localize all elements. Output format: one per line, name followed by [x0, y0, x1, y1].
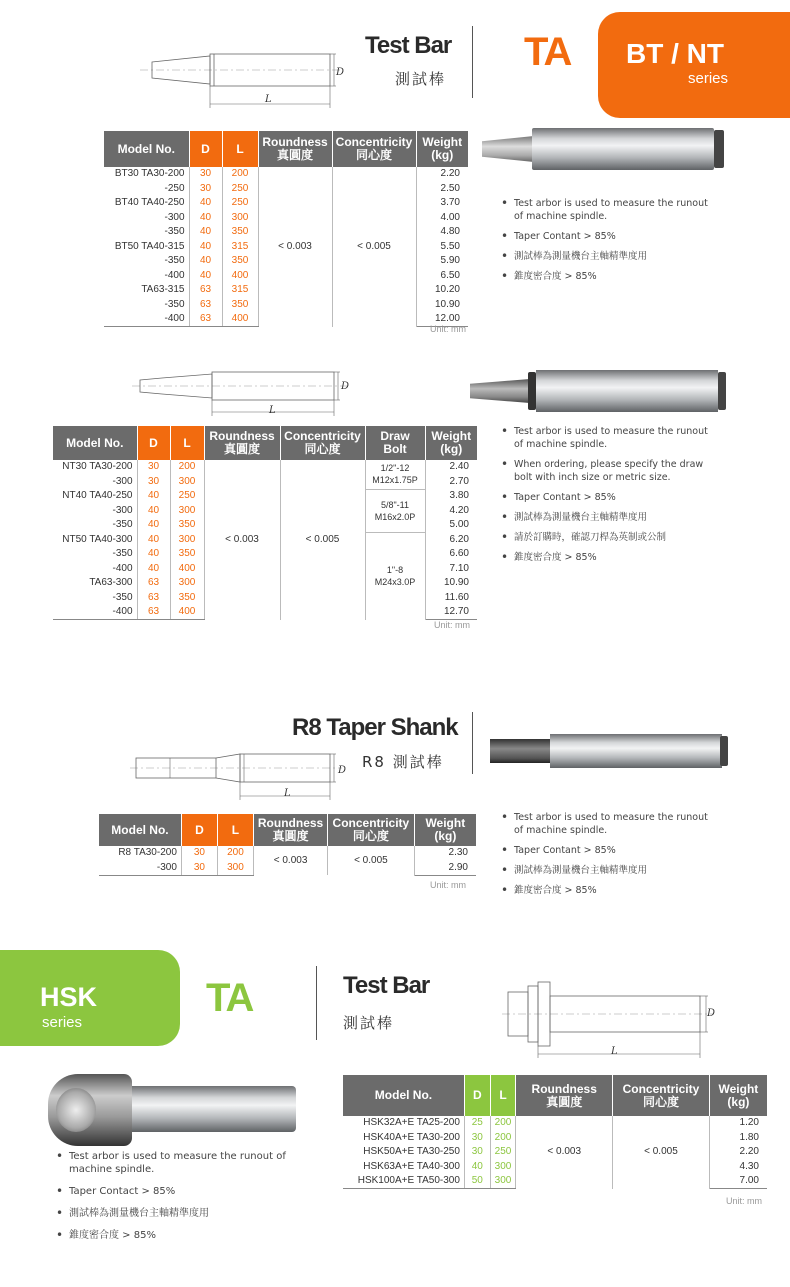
- bt-spec-table: [104, 131, 468, 327]
- hsk-divider: [316, 966, 317, 1040]
- col-roundness: Roundness 真圓度: [258, 131, 332, 167]
- table-row: NT30 TA30-200 30 200 < 0.003 < 0.005 1/2"-12 M12x1.75P 2.40: [53, 460, 477, 475]
- r8-dim-d: D: [338, 765, 347, 776]
- table-row: -300 40 300 4.20: [53, 504, 477, 519]
- col-l: L: [217, 814, 253, 846]
- r8-unit: Unit: mm: [430, 880, 466, 890]
- bt-title-zh: 測試棒: [395, 70, 447, 88]
- draw-bolt-nt50: 1"-8 M24x3.0P: [365, 533, 425, 620]
- nt-dim-l: L: [269, 405, 276, 416]
- col-roundness: Roundness 真圓度: [516, 1075, 613, 1116]
- bt-unit: Unit: mm: [430, 324, 466, 334]
- table-row: -350 40 350 5.00: [53, 518, 477, 533]
- table-row: -350 63 350 11.60: [53, 591, 477, 606]
- table-row: -400 40 400 6.50: [104, 269, 468, 284]
- draw-bolt-nt40: 5/8"-11 M16x2.0P: [365, 489, 425, 533]
- col-concentricity: Concentricity 同心度: [280, 426, 365, 460]
- note: • When ordering, please specify the draw bolt with inch size or metric size.: [500, 458, 710, 484]
- note: • Taper Contant > 85%: [500, 230, 710, 243]
- note: • 錐度密合度 > 85%: [55, 1229, 305, 1242]
- hsk-title-en: Test Bar: [343, 972, 430, 999]
- table-row: -400 63 400 12.00: [104, 312, 468, 327]
- hsk-series-badge: [0, 950, 180, 1046]
- note: • 測試棒為測量機台主軸精準度用: [500, 511, 710, 524]
- note: • Test arbor is used to measure the runout of machine spindle.: [500, 197, 710, 223]
- note: • Test arbor is used to measure the runout of machine spindle.: [500, 425, 710, 451]
- col-draw-bolt: Draw Bolt: [365, 426, 425, 460]
- table-row: -300 40 300 4.00: [104, 211, 468, 226]
- table-row: -350 63 350 10.90: [104, 298, 468, 313]
- col-roundness: Roundness 真圓度: [204, 426, 280, 460]
- nt-notes: [500, 425, 710, 571]
- nt-dim-d: D: [341, 381, 350, 392]
- r8-divider: [472, 712, 473, 774]
- col-weight: Weight (kg): [414, 814, 476, 846]
- table-row: BT30 TA30-200 30 200 < 0.003 < 0.005 2.20: [104, 167, 468, 182]
- r8-test-bar-photo: [490, 734, 732, 768]
- note: • 錐度密合度 > 85%: [500, 884, 710, 897]
- nt-spec-table: [53, 426, 477, 620]
- badge-title: BT / NT: [626, 38, 724, 69]
- note: • 測試棒為測量機台主軸精準度用: [500, 864, 710, 877]
- ta-logo-green: TA: [206, 976, 253, 1020]
- col-model: Model No.: [53, 426, 137, 460]
- bt-title-en: Test Bar: [365, 32, 452, 59]
- col-concentricity: Concentricity 同心度: [332, 131, 416, 167]
- col-concentricity: Concentricity 同心度: [328, 814, 415, 846]
- bt-dim-d: D: [336, 67, 345, 78]
- r8-title-en: R8 Taper Shank: [292, 714, 458, 741]
- r8-title-zh: R8 測試棒: [362, 753, 444, 771]
- hsk-unit: Unit: mm: [726, 1196, 762, 1206]
- hsk-spec-table: [343, 1075, 767, 1189]
- col-weight: Weight (kg): [416, 131, 468, 167]
- table-row: NT50 TA40-300 40 300 1"-8 M24x3.0P 6.20: [53, 533, 477, 548]
- col-l: L: [490, 1075, 516, 1116]
- table-row: -350 40 350 5.90: [104, 254, 468, 269]
- bt-test-bar-schematic: [140, 40, 350, 112]
- r8-dim-l: L: [284, 788, 291, 799]
- hsk-title-zh: 測試棒: [343, 1014, 395, 1032]
- r8-spec-table: [99, 814, 476, 876]
- table-row: HSK50A+E TA30-250 30 250 2.20: [343, 1145, 767, 1160]
- r8-test-bar-schematic: [130, 750, 345, 802]
- table-row: TA63-315 63 315 10.20: [104, 283, 468, 298]
- hsk-dim-d: D: [707, 1008, 716, 1019]
- note: • 錐度密合度 > 85%: [500, 270, 710, 283]
- col-d: D: [137, 426, 170, 460]
- col-l: L: [170, 426, 204, 460]
- badge-sub: series: [688, 70, 729, 87]
- table-row: -400 63 400 12.70: [53, 605, 477, 620]
- note: • 測試棒為測量機台主軸精準度用: [55, 1207, 305, 1220]
- table-row: BT40 TA40-250 40 250 3.70: [104, 196, 468, 211]
- note: • Test arbor is used to measure the runout of machine spindle.: [55, 1150, 305, 1176]
- table-row: -400 40 400 7.10: [53, 562, 477, 577]
- hsk-notes: [55, 1150, 305, 1249]
- table-row: HSK40A+E TA30-200 30 200 1.80: [343, 1131, 767, 1146]
- table-row: BT50 TA40-315 40 315 5.50: [104, 240, 468, 255]
- concentricity-value: < 0.005: [280, 460, 365, 620]
- nt-test-bar-schematic: [132, 370, 352, 420]
- table-row: -250 30 250 2.50: [104, 182, 468, 197]
- col-d: D: [181, 814, 217, 846]
- hsk-dim-l: L: [611, 1046, 618, 1057]
- table-row: HSK32A+E TA25-200 25 200 < 0.003 < 0.005 1.20: [343, 1116, 767, 1131]
- concentricity-value: < 0.005: [328, 846, 415, 875]
- col-weight: Weight (kg): [425, 426, 477, 460]
- col-model: Model No.: [104, 131, 189, 167]
- table-row: HSK100A+E TA50-300 50 300 7.00: [343, 1174, 767, 1189]
- roundness-value: < 0.003: [204, 460, 280, 620]
- table-row: R8 TA30-200 30 200 < 0.003 < 0.005 2.30: [99, 846, 476, 861]
- hsk-test-bar-schematic: [502, 978, 717, 1060]
- note: • Taper Contant > 85%: [500, 491, 710, 504]
- note: • 錐度密合度 > 85%: [500, 551, 710, 564]
- col-concentricity: Concentricity 同心度: [613, 1075, 710, 1116]
- badge-title: HSK: [40, 982, 98, 1012]
- table-row: -300 30 300 2.90: [99, 861, 476, 876]
- bt-dim-l: L: [265, 94, 272, 105]
- concentricity-value: < 0.005: [332, 167, 416, 327]
- table-row: -350 40 350 4.80: [104, 225, 468, 240]
- col-d: D: [464, 1075, 490, 1116]
- col-model: Model No.: [99, 814, 181, 846]
- hsk-test-bar-photo: [48, 1074, 296, 1146]
- bt-divider: [472, 26, 473, 98]
- note: • Test arbor is used to measure the runout of machine spindle.: [500, 811, 710, 837]
- table-row: -300 30 300 2.70: [53, 475, 477, 490]
- col-model: Model No.: [343, 1075, 464, 1116]
- note: • Taper Contact > 85%: [55, 1185, 305, 1198]
- badge-sub: series: [42, 1014, 83, 1031]
- ta-logo: TA: [524, 30, 571, 74]
- col-roundness: Roundness 真圓度: [253, 814, 327, 846]
- nt-test-bar-photo: [470, 370, 728, 412]
- bt-test-bar-photo: [482, 128, 732, 170]
- table-row: -350 40 350 6.60: [53, 547, 477, 562]
- nt-unit: Unit: mm: [434, 620, 470, 630]
- table-row: NT40 TA40-250 40 250 5/8"-11 M16x2.0P 3.80: [53, 489, 477, 504]
- draw-bolt-nt30: 1/2"-12 M12x1.75P: [365, 460, 425, 489]
- note: • 請於訂購時，確認刀桿為英制或公制: [500, 531, 710, 544]
- roundness-value: < 0.003: [258, 167, 332, 327]
- r8-notes: [500, 811, 710, 904]
- bt-notes: [500, 197, 710, 290]
- concentricity-value: < 0.005: [613, 1116, 710, 1189]
- table-row: HSK63A+E TA40-300 40 300 4.30: [343, 1160, 767, 1175]
- note: • Taper Contant > 85%: [500, 844, 710, 857]
- col-d: D: [189, 131, 222, 167]
- bt-nt-series-badge: [598, 12, 790, 118]
- roundness-value: < 0.003: [253, 846, 327, 875]
- col-weight: Weight (kg): [709, 1075, 767, 1116]
- table-row: TA63-300 63 300 10.90: [53, 576, 477, 591]
- roundness-value: < 0.003: [516, 1116, 613, 1189]
- col-l: L: [222, 131, 258, 167]
- note: • 測試棒為測量機台主軸精準度用: [500, 250, 710, 263]
